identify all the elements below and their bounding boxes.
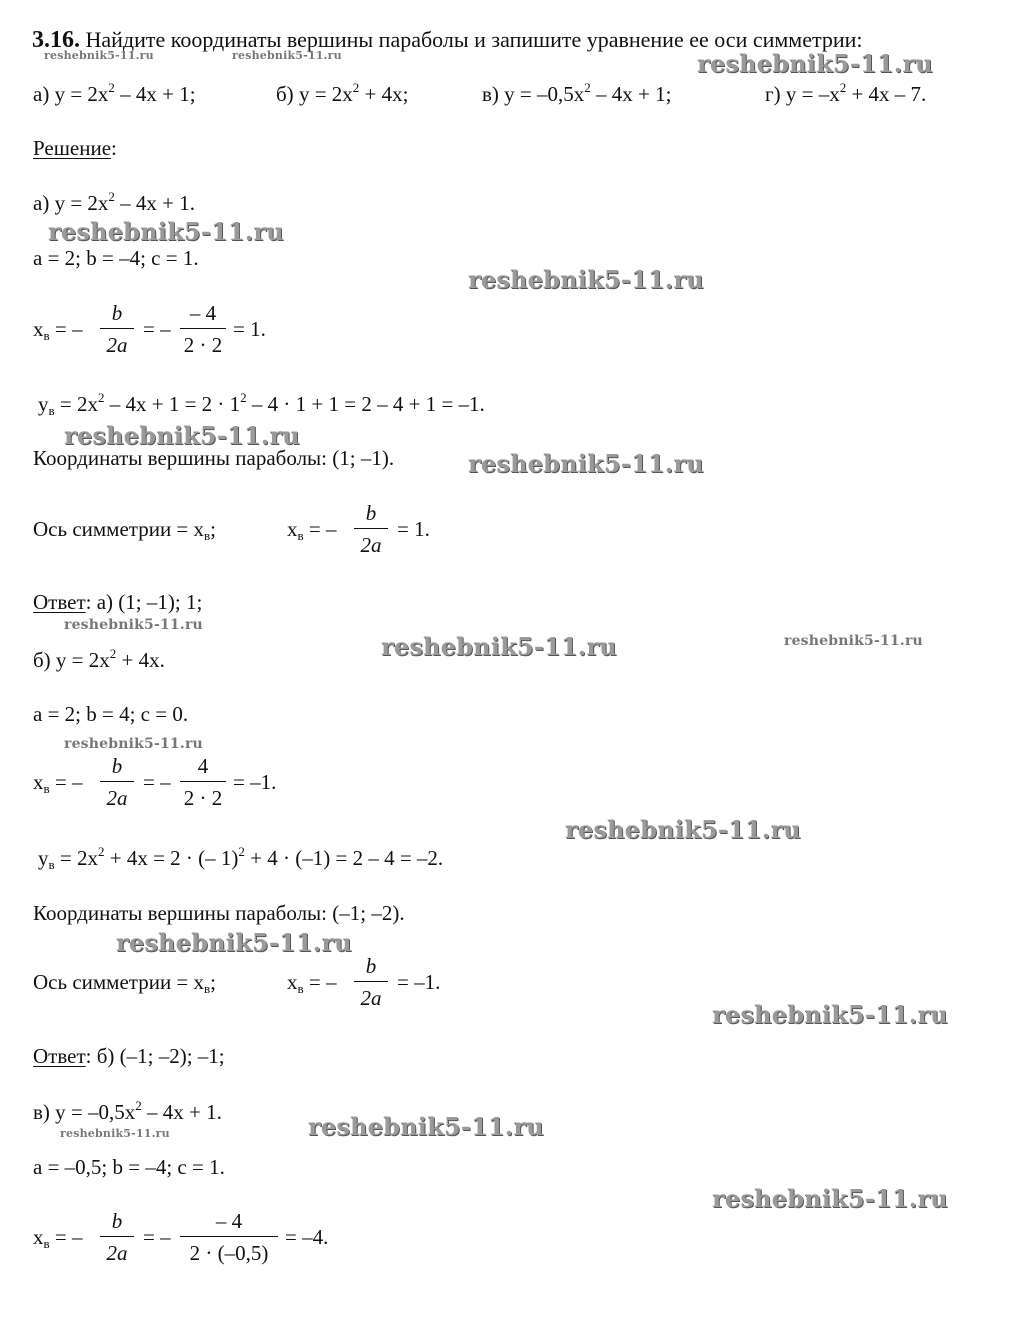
part-a-title: а) $y = 2x^2 - 4x + 1$. bbox=[33, 189, 196, 215]
part-b-fraction-1: b 2a bbox=[100, 756, 134, 809]
part-b-xv-label: $x_в$ = – bbox=[33, 770, 83, 796]
watermark: reshebnik5-11.ru bbox=[64, 617, 203, 633]
solution-heading: Решение: bbox=[33, 136, 117, 160]
part-v-eq-minus: = – bbox=[143, 1225, 171, 1249]
part-b-eq-minus: = – bbox=[143, 770, 171, 794]
part-a-yv: $y_в = 2x^2 - 4x + 1 = 2 \cdot 1^2 - 4 \cdot 1 + 1 = 2 - 4 + 1 = -1$. bbox=[38, 390, 485, 418]
variant-b: б) $y = 2x^2 + 4x$; bbox=[276, 80, 409, 106]
part-b-axis-result: = –1. bbox=[397, 970, 441, 994]
watermark: reshebnik5-11.ru bbox=[44, 49, 154, 62]
part-b-axis-label: Ось симметрии = $x_в$; bbox=[33, 970, 217, 996]
watermark: reshebnik5-11.ru bbox=[468, 265, 704, 294]
watermark: reshebnik5-11.ru bbox=[381, 632, 617, 661]
part-b-axis-fraction: b 2a bbox=[354, 956, 388, 1009]
variant-a: а) $y = 2x^2 - 4x + 1$; bbox=[33, 80, 196, 106]
part-a-axis-xv: $x_в$ = – bbox=[287, 517, 337, 543]
part-v-title: в) $y = -0,5x^2 - 4x + 1$. bbox=[33, 1098, 222, 1124]
watermark: reshebnik5-11.ru bbox=[116, 928, 352, 957]
watermark: reshebnik5-11.ru bbox=[64, 736, 203, 752]
watermark: reshebnik5-11.ru bbox=[64, 421, 300, 450]
problem-number: 3.16. bbox=[32, 27, 80, 53]
part-a-axis-fraction: b 2a bbox=[354, 503, 388, 556]
part-b-fraction-2: 4 2 · 2 bbox=[180, 756, 226, 809]
part-a-xv-result: = 1. bbox=[233, 317, 266, 341]
part-a-eq-minus: = – bbox=[143, 317, 171, 341]
part-v-xv-result: = –4. bbox=[285, 1225, 329, 1249]
part-b-answer: Ответ: б) (–1; –2); –1; bbox=[33, 1044, 225, 1068]
part-b-xv-result: = –1. bbox=[233, 770, 277, 794]
part-a-vertex: Координаты вершины параболы: (1; –1). bbox=[33, 446, 395, 470]
watermark: reshebnik5-11.ru bbox=[565, 815, 801, 844]
watermark: reshebnik5-11.ru bbox=[697, 49, 933, 78]
part-v-xv-label: $x_в$ = – bbox=[33, 1225, 83, 1251]
watermark: reshebnik5-11.ru bbox=[60, 1127, 170, 1140]
part-a-answer: Ответ: а) (1; –1); 1; bbox=[33, 590, 203, 614]
variant-v: в) $y = -0,5x^2 - 4x + 1$; bbox=[482, 80, 672, 106]
watermark: reshebnik5-11.ru bbox=[784, 633, 923, 649]
part-a-fraction-2: – 4 2 · 2 bbox=[180, 303, 226, 356]
part-a-axis-label: Ось симметрии = $x_в$; bbox=[33, 517, 217, 543]
part-v-coefficients: a = –0,5; b = –4; c = 1. bbox=[33, 1155, 225, 1179]
watermark: reshebnik5-11.ru bbox=[232, 49, 342, 62]
watermark: reshebnik5-11.ru bbox=[712, 1000, 948, 1029]
part-b-coefficients: a = 2; b = 4; c = 0. bbox=[33, 702, 189, 726]
part-v-fraction-2: – 4 2 · (–0,5) bbox=[180, 1211, 278, 1264]
part-b-title: б) $y = 2x^2 + 4x$. bbox=[33, 646, 165, 672]
part-a-coefficients: a = 2; b = –4; c = 1. bbox=[33, 246, 199, 270]
part-a-axis-result: = 1. bbox=[397, 517, 430, 541]
watermark: reshebnik5-11.ru bbox=[48, 217, 284, 246]
watermark: reshebnik5-11.ru bbox=[468, 449, 704, 478]
part-v-fraction-1: b 2a bbox=[100, 1211, 134, 1264]
problem-statement: Найдите координаты вершины параболы и запишите уравнение ее оси симметрии: bbox=[85, 27, 863, 52]
watermark: reshebnik5-11.ru bbox=[712, 1184, 948, 1213]
variant-g: г) $y = -x^2 + 4x - 7$. bbox=[765, 80, 927, 106]
part-b-axis-xv: $x_в$ = – bbox=[287, 970, 337, 996]
part-a-fraction-1: b 2a bbox=[100, 303, 134, 356]
part-a-xv-label: $x_в$ = – bbox=[33, 317, 83, 343]
watermark: reshebnik5-11.ru bbox=[308, 1112, 544, 1141]
part-b-yv: $y_в = 2x^2 + 4x = 2$ · (– 1)$^2$ + 4 · (–1) = 2 – 4 = –2. bbox=[38, 844, 444, 872]
part-b-vertex: Координаты вершины параболы: (–1; –2). bbox=[33, 901, 405, 925]
